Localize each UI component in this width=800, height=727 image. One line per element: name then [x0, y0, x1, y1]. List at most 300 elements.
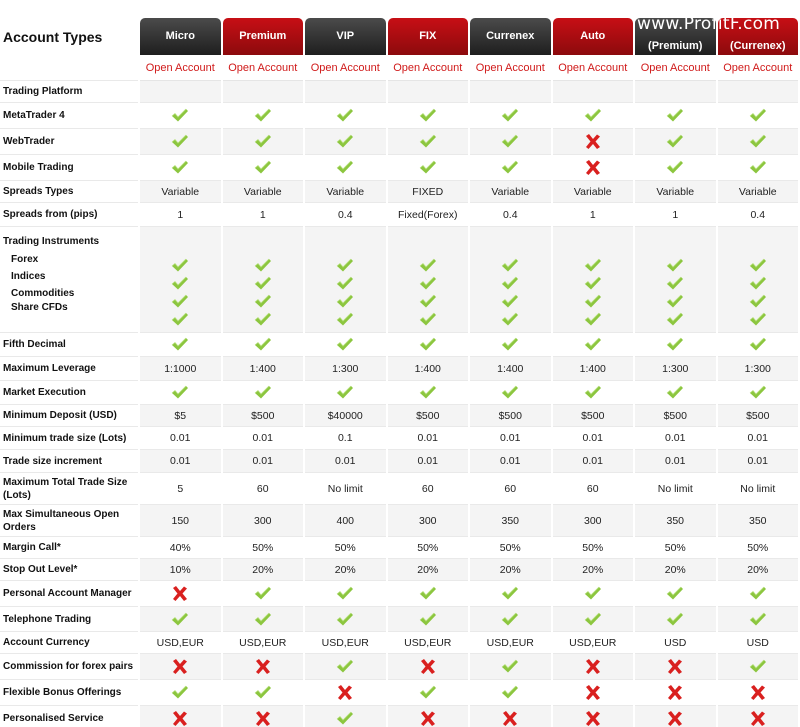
feature-cell: 300	[223, 505, 304, 537]
feature-label	[0, 227, 138, 333]
feature-rows	[0, 81, 798, 727]
open-account-link[interactable]: Open Account	[310, 61, 380, 74]
check-icon	[666, 586, 684, 601]
feature-cell: FIXED	[388, 181, 469, 203]
check-icon	[254, 612, 272, 627]
check-icon	[171, 685, 189, 700]
check-icon	[254, 134, 272, 149]
feature-cell	[140, 581, 221, 607]
feature-row	[0, 632, 798, 654]
open-account-link[interactable]: Open Account	[640, 61, 710, 74]
feature-cell	[470, 706, 551, 727]
check-icon	[666, 312, 684, 327]
check-icon	[584, 276, 602, 291]
check-icon	[749, 134, 767, 149]
check-icon	[419, 108, 437, 123]
feature-cell	[305, 680, 386, 706]
cross-icon	[254, 658, 272, 675]
feature-cell	[223, 680, 304, 706]
feature-cell	[388, 227, 469, 333]
plan-header-premium: Premium	[223, 18, 304, 55]
feature-cell	[140, 155, 221, 181]
feature-cell	[140, 654, 221, 680]
cross-icon	[336, 684, 354, 701]
plan-header-fix: FIX	[388, 18, 469, 55]
feature-row	[0, 473, 798, 505]
feature-cell: $500	[635, 405, 716, 427]
feature-cell	[305, 654, 386, 680]
check-icon	[501, 385, 519, 400]
feature-cell: No limit	[305, 473, 386, 505]
feature-row	[0, 654, 798, 680]
feature-cell: 0.01	[223, 450, 304, 473]
cross-icon	[419, 658, 437, 675]
feature-cell	[470, 654, 551, 680]
feature-label: Minimum Deposit (USD)	[0, 405, 138, 427]
check-icon	[254, 337, 272, 352]
feature-label: Max Simultaneous Open Orders	[0, 505, 138, 537]
check-icon	[501, 276, 519, 291]
feature-label: Account Currency	[0, 632, 138, 654]
feature-cell	[140, 333, 221, 357]
feature-cell: Variable	[718, 181, 799, 203]
check-icon	[419, 134, 437, 149]
check-icon	[171, 385, 189, 400]
feature-cell: No limit	[635, 473, 716, 505]
feature-cell: 40%	[140, 537, 221, 559]
cross-icon	[584, 133, 602, 150]
feature-cell: 20%	[553, 559, 634, 581]
feature-label: Personal Account Manager	[0, 581, 138, 607]
feature-cell	[223, 81, 304, 103]
feature-row	[0, 450, 798, 473]
check-icon	[501, 294, 519, 309]
check-icon	[666, 276, 684, 291]
instrument-sublabel: Forex	[11, 254, 39, 265]
feature-cell: 0.1	[305, 427, 386, 450]
feature-cell	[553, 381, 634, 405]
feature-cell	[635, 607, 716, 632]
plan-header-auto: Auto	[553, 18, 634, 55]
check-icon	[336, 258, 354, 273]
check-icon	[419, 612, 437, 627]
feature-cell	[223, 333, 304, 357]
feature-cell: 50%	[635, 537, 716, 559]
feature-cell	[718, 81, 799, 103]
feature-cell	[635, 155, 716, 181]
feature-row	[0, 203, 798, 227]
feature-cell: 0.01	[635, 450, 716, 473]
feature-label: Spreads from (pips)	[0, 203, 138, 227]
plan-header-premium-2: (Premium)	[635, 18, 716, 55]
feature-cell	[223, 706, 304, 727]
feature-cell	[470, 129, 551, 155]
feature-row	[0, 537, 798, 559]
feature-cell	[305, 103, 386, 129]
feature-cell: 0.4	[305, 203, 386, 227]
check-icon	[419, 294, 437, 309]
check-icon	[171, 276, 189, 291]
feature-cell: 20%	[635, 559, 716, 581]
feature-cell	[223, 381, 304, 405]
check-icon	[171, 337, 189, 352]
feature-cell: $500	[388, 405, 469, 427]
feature-row	[0, 581, 798, 607]
feature-cell	[140, 680, 221, 706]
check-icon	[336, 276, 354, 291]
feature-row	[0, 559, 798, 581]
check-icon	[501, 685, 519, 700]
feature-label: Fifth Decimal	[0, 333, 138, 357]
feature-cell	[223, 129, 304, 155]
feature-cell	[140, 81, 221, 103]
feature-cell	[140, 227, 221, 333]
check-icon	[336, 612, 354, 627]
open-account-link[interactable]: Open Account	[393, 61, 463, 74]
feature-cell: 300	[388, 505, 469, 537]
feature-row	[0, 706, 798, 727]
check-icon	[666, 160, 684, 175]
feature-cell	[635, 654, 716, 680]
feature-cell: 50%	[388, 537, 469, 559]
feature-cell: 350	[718, 505, 799, 537]
feature-cell	[718, 155, 799, 181]
feature-label: Personalised Service	[0, 706, 138, 727]
feature-cell: 0.01	[635, 427, 716, 450]
feature-cell	[470, 155, 551, 181]
feature-label: Flexible Bonus Offerings	[0, 680, 138, 706]
plan-header-micro: Micro	[140, 18, 221, 55]
feature-cell: 1:400	[553, 357, 634, 381]
check-icon	[749, 160, 767, 175]
feature-cell	[718, 654, 799, 680]
feature-cell: 400	[305, 505, 386, 537]
cropped-top-text	[140, 0, 470, 6]
check-icon	[254, 586, 272, 601]
feature-cell	[718, 680, 799, 706]
cross-icon	[666, 684, 684, 701]
feature-cell: $500	[470, 405, 551, 427]
check-icon	[171, 312, 189, 327]
feature-cell: 0.4	[470, 203, 551, 227]
feature-cell	[718, 103, 799, 129]
feature-cell: Variable	[305, 181, 386, 203]
check-icon	[336, 337, 354, 352]
feature-row	[0, 129, 798, 155]
check-icon	[501, 134, 519, 149]
check-icon	[419, 685, 437, 700]
plan-header-currenex: Currenex	[470, 18, 551, 55]
check-icon	[749, 276, 767, 291]
feature-cell	[635, 81, 716, 103]
feature-cell: 300	[553, 505, 634, 537]
check-icon	[501, 612, 519, 627]
feature-cell: 0.01	[388, 450, 469, 473]
feature-label: Maximum Leverage	[0, 357, 138, 381]
feature-cell	[553, 103, 634, 129]
cross-icon	[666, 658, 684, 675]
check-icon	[171, 108, 189, 123]
feature-cell	[635, 129, 716, 155]
feature-cell: 0.01	[718, 427, 799, 450]
feature-label: Commission for forex pairs	[0, 654, 138, 680]
check-icon	[666, 294, 684, 309]
feature-cell: 0.01	[140, 450, 221, 473]
check-icon	[749, 659, 767, 674]
feature-cell	[305, 581, 386, 607]
feature-cell	[388, 607, 469, 632]
instrument-sublabel: Share CFDs	[11, 302, 68, 313]
feature-cell: 1:300	[718, 357, 799, 381]
open-account-row	[0, 55, 798, 81]
check-icon	[419, 312, 437, 327]
check-icon	[749, 258, 767, 273]
feature-cell	[553, 654, 634, 680]
check-icon	[254, 258, 272, 273]
feature-cell: 50%	[470, 537, 551, 559]
feature-cell: $500	[223, 405, 304, 427]
feature-cell	[553, 333, 634, 357]
check-icon	[501, 160, 519, 175]
check-icon	[336, 160, 354, 175]
feature-cell: 60	[470, 473, 551, 505]
check-icon	[584, 612, 602, 627]
feature-cell	[553, 81, 634, 103]
feature-cell: 0.01	[388, 427, 469, 450]
feature-cell: Variable	[553, 181, 634, 203]
feature-row	[0, 155, 798, 181]
feature-cell	[223, 103, 304, 129]
cross-icon	[171, 585, 189, 602]
feature-cell: USD,EUR	[140, 632, 221, 654]
open-account-link[interactable]: Open Account	[723, 61, 793, 74]
feature-label: Spreads Types	[0, 181, 138, 203]
check-icon	[336, 711, 354, 726]
cross-icon	[171, 710, 189, 727]
feature-cell	[718, 706, 799, 727]
feature-cell: 0.01	[305, 450, 386, 473]
cross-icon	[171, 658, 189, 675]
check-icon	[501, 108, 519, 123]
feature-cell	[470, 680, 551, 706]
check-icon	[501, 312, 519, 327]
feature-row	[0, 181, 798, 203]
feature-cell	[305, 706, 386, 727]
feature-cell: 5	[140, 473, 221, 505]
feature-cell	[470, 103, 551, 129]
instrument-sublabel: Commodities	[11, 288, 75, 299]
feature-row	[0, 227, 798, 333]
cross-icon	[254, 710, 272, 727]
feature-row	[0, 357, 798, 381]
cross-icon	[584, 658, 602, 675]
check-icon	[254, 294, 272, 309]
feature-row	[0, 81, 798, 103]
feature-cell	[223, 227, 304, 333]
feature-cell: 10%	[140, 559, 221, 581]
feature-cell	[718, 129, 799, 155]
check-icon	[749, 337, 767, 352]
feature-cell: 20%	[388, 559, 469, 581]
feature-row	[0, 505, 798, 537]
feature-cell: 1:300	[305, 357, 386, 381]
feature-cell: USD,EUR	[305, 632, 386, 654]
feature-cell	[718, 581, 799, 607]
check-icon	[584, 385, 602, 400]
cross-icon	[749, 684, 767, 701]
check-icon	[584, 337, 602, 352]
feature-row	[0, 427, 798, 450]
feature-label: Trading Platform	[0, 81, 138, 103]
check-icon	[666, 337, 684, 352]
feature-cell	[305, 81, 386, 103]
feature-cell: 20%	[223, 559, 304, 581]
feature-cell	[140, 103, 221, 129]
feature-cell: 0.01	[223, 427, 304, 450]
feature-cell	[388, 581, 469, 607]
check-icon	[666, 134, 684, 149]
feature-cell: 1	[140, 203, 221, 227]
feature-cell: 1	[635, 203, 716, 227]
feature-cell: USD,EUR	[223, 632, 304, 654]
feature-cell: 20%	[718, 559, 799, 581]
check-icon	[254, 276, 272, 291]
check-icon	[336, 134, 354, 149]
feature-cell: 20%	[305, 559, 386, 581]
feature-cell: No limit	[718, 473, 799, 505]
feature-cell	[553, 581, 634, 607]
check-icon	[666, 258, 684, 273]
feature-cell	[305, 607, 386, 632]
feature-label: WebTrader	[0, 129, 138, 155]
feature-cell	[140, 381, 221, 405]
check-icon	[749, 294, 767, 309]
account-comparison-table	[0, 18, 800, 727]
feature-cell: 1:1000	[140, 357, 221, 381]
check-icon	[254, 385, 272, 400]
open-account-link[interactable]: Open Account	[475, 61, 545, 74]
feature-row	[0, 103, 798, 129]
feature-cell	[305, 381, 386, 405]
feature-cell: 0.4	[718, 203, 799, 227]
feature-cell: USD,EUR	[470, 632, 551, 654]
feature-cell: 0.01	[553, 450, 634, 473]
feature-cell: 60	[223, 473, 304, 505]
cross-icon	[584, 159, 602, 176]
check-icon	[666, 108, 684, 123]
feature-cell: 0.01	[140, 427, 221, 450]
feature-cell	[470, 81, 551, 103]
feature-cell: 1	[223, 203, 304, 227]
feature-cell	[140, 129, 221, 155]
check-icon	[171, 160, 189, 175]
feature-cell	[223, 155, 304, 181]
feature-cell	[635, 581, 716, 607]
feature-cell	[388, 381, 469, 405]
check-icon	[419, 385, 437, 400]
cross-icon	[584, 684, 602, 701]
feature-cell	[305, 227, 386, 333]
feature-cell: 50%	[305, 537, 386, 559]
open-account-link[interactable]: Open Account	[145, 61, 215, 74]
plan-header-vip: VIP	[305, 18, 386, 55]
feature-cell	[718, 381, 799, 405]
check-icon	[666, 612, 684, 627]
feature-cell	[470, 381, 551, 405]
feature-cell	[553, 706, 634, 727]
feature-cell	[388, 129, 469, 155]
feature-cell	[470, 581, 551, 607]
feature-cell: 0.01	[470, 427, 551, 450]
feature-cell	[388, 81, 469, 103]
feature-cell	[635, 706, 716, 727]
feature-label: Market Execution	[0, 381, 138, 405]
check-icon	[419, 160, 437, 175]
feature-cell	[223, 607, 304, 632]
open-account-link[interactable]: Open Account	[558, 61, 628, 74]
cross-icon	[501, 710, 519, 727]
check-icon	[336, 659, 354, 674]
check-icon	[584, 586, 602, 601]
feature-cell: Variable	[140, 181, 221, 203]
feature-cell	[635, 381, 716, 405]
check-icon	[501, 659, 519, 674]
feature-cell	[635, 227, 716, 333]
feature-row	[0, 680, 798, 706]
feature-cell: 60	[388, 473, 469, 505]
feature-cell: 50%	[223, 537, 304, 559]
plan-header-currenex-2: (Currenex)	[718, 18, 799, 55]
check-icon	[171, 134, 189, 149]
check-icon	[501, 586, 519, 601]
feature-label: Trade size increment	[0, 450, 138, 473]
feature-label: MetaTrader 4	[0, 103, 138, 129]
check-icon	[171, 612, 189, 627]
open-account-link[interactable]: Open Account	[228, 61, 298, 74]
feature-cell	[635, 103, 716, 129]
feature-label: Telephone Trading	[0, 607, 138, 632]
check-icon	[584, 294, 602, 309]
feature-cell	[470, 333, 551, 357]
cross-icon	[419, 710, 437, 727]
check-icon	[336, 294, 354, 309]
check-icon	[584, 108, 602, 123]
check-icon	[336, 385, 354, 400]
feature-cell: $500	[553, 405, 634, 427]
feature-cell: $5	[140, 405, 221, 427]
feature-cell: 1:400	[223, 357, 304, 381]
feature-cell	[388, 654, 469, 680]
feature-cell	[305, 155, 386, 181]
feature-cell	[553, 227, 634, 333]
feature-cell	[718, 333, 799, 357]
check-icon	[749, 108, 767, 123]
check-icon	[171, 258, 189, 273]
feature-cell	[470, 607, 551, 632]
feature-label: Stop Out Level*	[0, 559, 138, 581]
check-icon	[254, 160, 272, 175]
feature-row	[0, 405, 798, 427]
feature-cell	[140, 607, 221, 632]
feature-cell	[388, 680, 469, 706]
feature-cell	[223, 654, 304, 680]
instrument-sublabel: Indices	[11, 271, 46, 282]
check-icon	[749, 312, 767, 327]
feature-cell: Variable	[223, 181, 304, 203]
watermark-text: www.ProfitF.com	[637, 14, 781, 34]
feature-cell: 1:400	[388, 357, 469, 381]
feature-cell	[718, 227, 799, 333]
